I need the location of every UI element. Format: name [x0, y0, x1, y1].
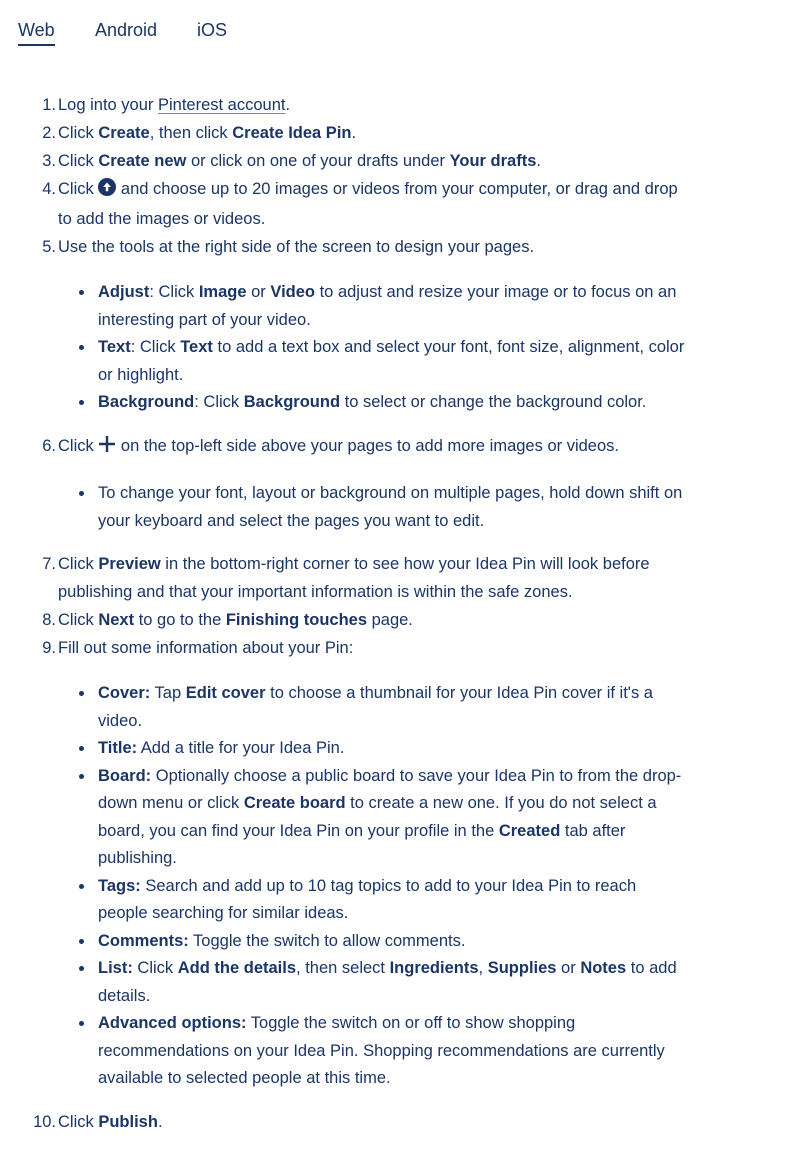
step-text: page.: [367, 610, 413, 629]
step-9: [0, 635, 795, 1093]
list-item-background: [58, 389, 685, 417]
ui-term: Publish: [98, 1112, 158, 1131]
ui-term: Add the details: [177, 959, 297, 977]
bullet: [79, 691, 84, 696]
multi-page-tip-list: [58, 480, 685, 535]
item-key: Tags:: [98, 876, 141, 895]
item-text: tab after publishing.: [98, 821, 626, 867]
step-text: Click: [58, 1112, 99, 1131]
item-text: to select or change the background color.: [340, 393, 647, 411]
ui-term: Supplies: [487, 959, 557, 977]
list-item-title: [58, 735, 685, 763]
step-text: .: [351, 124, 357, 142]
item-text: Toggle the switch to allow comments.: [188, 931, 466, 950]
step-3: [0, 148, 795, 176]
step-text: Click: [58, 124, 99, 142]
bullet: [79, 746, 84, 751]
item-key: Adjust: [98, 283, 150, 301]
bullet: [79, 939, 84, 944]
list-item-tip: [58, 480, 685, 535]
upload-circle-icon: [98, 178, 116, 206]
instruction-steps: [0, 92, 795, 1137]
ui-term: Your drafts: [449, 152, 537, 170]
platform-tabs: [0, 0, 795, 60]
ui-term: Text: [180, 338, 213, 356]
step-10: [0, 1109, 795, 1137]
step-number: 6.: [42, 436, 56, 455]
step-text: to go to the: [134, 610, 226, 629]
item-key: List:: [98, 959, 133, 977]
plus-icon: [98, 435, 116, 463]
item-text: to add details.: [98, 959, 677, 1005]
item-text: Search and add up to 10 tag topics to add to your Idea Pin to reach people searching for similar ideas.: [98, 876, 637, 922]
ui-term: Preview: [98, 555, 161, 573]
item-key: Text: [98, 338, 131, 356]
list-item-text: [58, 334, 685, 389]
item-text: : Click: [130, 338, 181, 356]
step-6: [0, 433, 795, 536]
step-text: Click: [58, 436, 99, 455]
item-text: to create a new one. If you do not select a board, you can find your Idea Pin on your profile in the: [98, 794, 657, 840]
ui-term: Create: [98, 124, 150, 142]
bullet: [79, 1021, 84, 1026]
ui-term: Create new: [98, 152, 187, 170]
step-text: Click: [58, 180, 99, 198]
step-number: 8.: [42, 610, 56, 629]
item-key: Advanced options:: [98, 1014, 247, 1032]
item-text: Add a title for your Idea Pin.: [137, 739, 345, 757]
step-text: in the bottom-right corner to see how your Idea Pin will look before publishing and that your important information is within the safe zones.: [58, 555, 650, 601]
step-text: on the top-left side above your pages to add more images or videos.: [116, 436, 619, 455]
item-key: Cover:: [98, 684, 151, 702]
bullet: [79, 400, 84, 405]
step-5: [0, 234, 795, 417]
step-text: .: [157, 1112, 163, 1131]
list-item-comments: [58, 928, 685, 956]
tab-android[interactable]: Android: [95, 20, 158, 40]
item-text: Optionally choose a public board to save your Idea Pin to from the drop-down menu or click: [98, 766, 682, 812]
step-8: [0, 607, 795, 635]
list-item-board: [58, 763, 685, 873]
item-text: Tap: [150, 684, 186, 702]
step-number: 7.: [42, 555, 56, 573]
ui-term: Finishing touches: [225, 610, 368, 629]
step-text: Log into your: [58, 96, 158, 114]
item-text: , then select: [296, 959, 390, 977]
step-number: 4.: [42, 180, 56, 198]
item-key: Comments:: [98, 931, 189, 950]
ui-term: Video: [270, 283, 316, 301]
item-text: or: [246, 283, 271, 301]
ui-term: Create Idea Pin: [232, 124, 352, 142]
step-number: 3.: [42, 152, 56, 170]
ui-term: Created: [498, 821, 561, 840]
bullet: [79, 491, 84, 496]
bullet: [79, 290, 84, 295]
ui-term: Image: [198, 283, 247, 301]
item-text: ,: [478, 959, 488, 977]
list-item-list: [58, 955, 685, 1010]
item-key: Background: [98, 393, 195, 411]
item-text: Click: [132, 959, 178, 977]
step-text: .: [536, 152, 541, 170]
item-key: Board:: [98, 766, 152, 785]
step-text: Fill out some information about your Pin:: [58, 638, 354, 657]
step-text: , then click: [149, 124, 233, 142]
item-text: or: [556, 959, 581, 977]
pin-info-list: [58, 680, 685, 1093]
bullet: [79, 774, 84, 779]
step-2: [0, 120, 795, 148]
item-text: : Click: [194, 393, 244, 411]
item-text: to choose a thumbnail for your Idea Pin cover if it's a video.: [98, 684, 653, 730]
ui-term: Notes: [580, 959, 627, 977]
step-text: Use the tools at the right side of the screen to design your pages.: [58, 237, 535, 256]
item-text: to adjust and resize your image or to focus on an interesting part of your video.: [98, 283, 677, 329]
step-1: [0, 92, 795, 120]
item-key: Title:: [98, 739, 138, 757]
pinterest-account-link[interactable]: Pinterest account: [157, 96, 286, 114]
tab-ios[interactable]: iOS: [197, 20, 228, 40]
step-text: .: [285, 96, 291, 114]
ui-term: Ingredients: [389, 959, 479, 977]
bullet: [79, 966, 84, 971]
step-number: 2.: [42, 124, 56, 142]
design-tools-list: [58, 279, 685, 417]
ui-term: Edit cover: [185, 684, 266, 702]
list-item-advanced-options: [58, 1010, 685, 1093]
item-text: : Click: [149, 283, 199, 301]
step-text: Click: [58, 152, 99, 170]
ui-term: Create board: [243, 794, 346, 812]
tab-web[interactable]: Web: [18, 20, 55, 46]
item-text: Toggle the switch on or off to show shopping recommendations on your Idea Pin. Shopping recommendations are currently available to selected people at this time.: [98, 1014, 665, 1087]
step-text: and choose up to 20 images or videos from your computer, or drag and drop to add the images or videos.: [58, 180, 678, 228]
step-number: 1.: [42, 96, 56, 114]
step-number: 10.: [33, 1112, 56, 1131]
step-text: or click on one of your drafts under: [186, 152, 450, 170]
step-4: [0, 176, 795, 233]
step-number: 5.: [42, 237, 56, 256]
list-item-tags: [58, 873, 685, 928]
bullet: [79, 345, 84, 350]
step-text: Click: [58, 555, 99, 573]
bullet: [79, 884, 84, 889]
item-text: To change your font, layout or background on multiple pages, hold down shift on your keyboard and select the pages you want to edit.: [98, 484, 683, 530]
step-text: Click: [58, 610, 99, 629]
list-item-adjust: [58, 279, 685, 334]
step-number: 9.: [42, 638, 56, 657]
item-text: to add a text box and select your font, font size, alignment, color or highlight.: [98, 338, 685, 384]
ui-term: Next: [98, 610, 135, 629]
list-item-cover: [58, 680, 685, 735]
step-7: [0, 551, 795, 606]
ui-term: Background: [243, 393, 341, 411]
